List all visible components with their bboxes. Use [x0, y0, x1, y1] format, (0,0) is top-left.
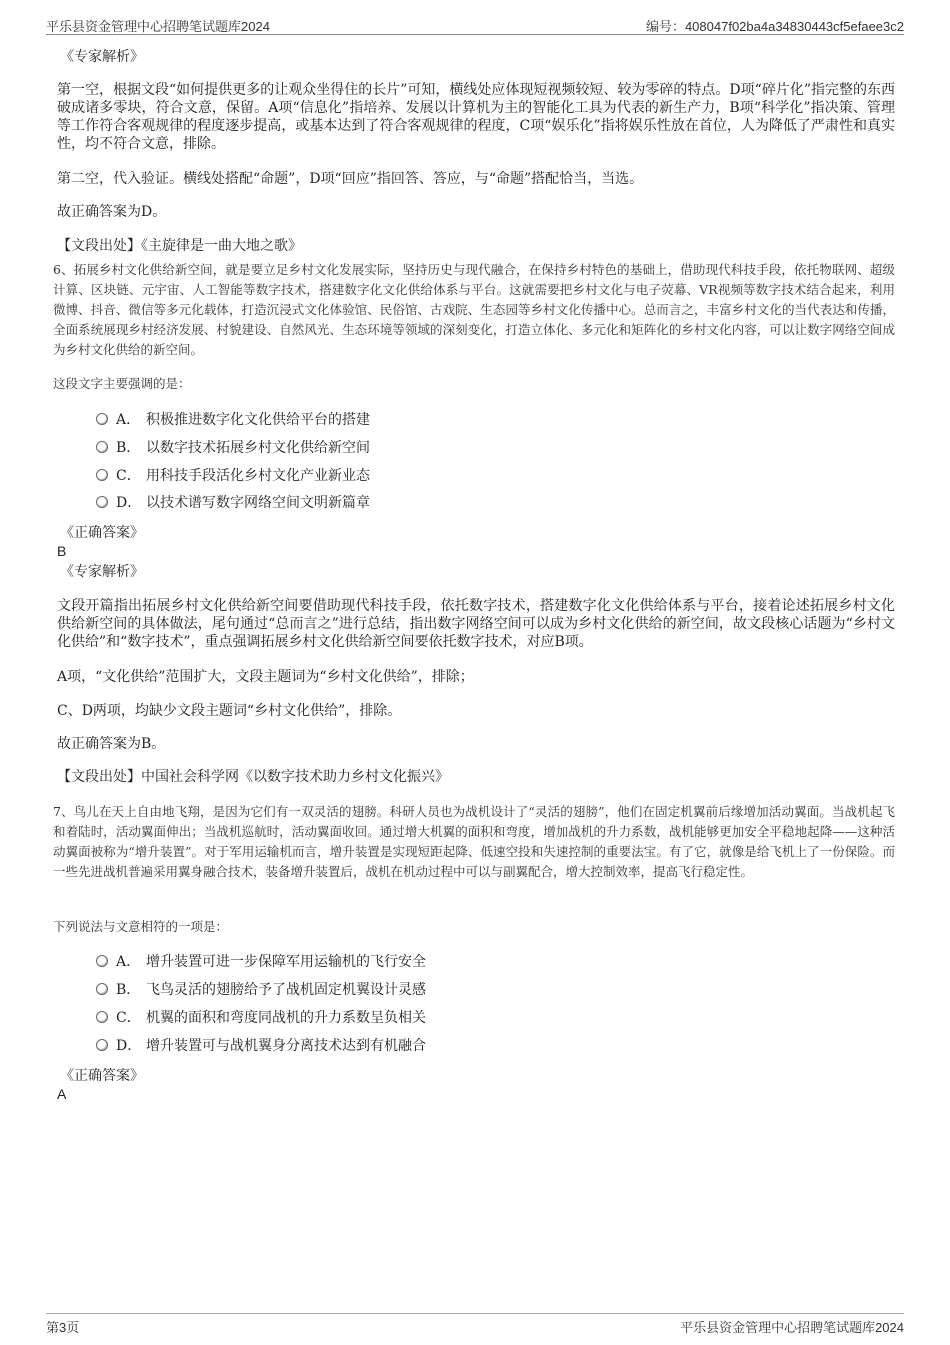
correct-answer-label: 《正确答案》 — [60, 525, 144, 541]
radio-icon[interactable] — [96, 413, 108, 425]
analysis-paragraph: 第一空，根据文段“如何提供更多的让观众坐得住的长片”可知，横线处应体现短视频较短、较为零碎的特点。D项“碎片化”指完整的东西破成诸多零块，符合文意，保留。A项“信息化”指培养、发展以计算机为主的智能化工具为代表的新生产力，B项“科学化”指决策、管理等工作符合客观规律的程度逐步提高，或基本达到了符合客观规律的程度，C项“娱乐化”指将娱乐性放在首位，人为降低了严肃性和真实性，均不符合文意，排除。 — [57, 82, 895, 152]
question-7-prompt: 下列说法与文意相符的一项是： — [53, 919, 229, 934]
analysis-conclusion: 故正确答案为D。 — [57, 204, 167, 220]
correct-answer-value: A — [57, 1086, 67, 1102]
passage-source: 【文段出处】《主旋律是一曲大地之歌》 — [57, 238, 302, 254]
question-7-text: 7、鸟儿在天上自由地飞翔，是因为它们有一双灵活的翅膀。科研人员也为战机设计了“灵活的翅膀”，他们在固定机翼前后缘增加活动翼面。当战机起飞和着陆时，活动翼面伸出；当战机巡航时，活动翼面收回。通过增大机翼的面积和弯度，增加战机的升力系数，战机能够更加安全平稳地起降——这种活动翼面被称为“增升装置”。对于军用运输机而言，增升装置是实现短距起降、低速空投和失速控制的重要法宝。有了它，就像是给飞机上了一份保险。而一些先进战机普遍采用翼身融合技术，装备增升装置后，战机在机动过程中可以与副翼配合，增大控制效率，提高飞行稳定性。 — [53, 804, 895, 879]
q7-option-b[interactable]: B． 飞鸟灵活的翅膀给予了战机固定机翼设计灵感 — [96, 980, 426, 1000]
analysis-paragraph: C、D两项，均缺少文段主题词“乡村文化供给”，排除。 — [57, 703, 402, 719]
q6-option-a[interactable]: A． 积极推进数字化文化供给平台的搭建 — [96, 410, 370, 430]
radio-icon[interactable] — [96, 983, 108, 995]
question-6-prompt: 这段文字主要强调的是： — [53, 376, 191, 391]
header-title: 平乐县资金管理中心招聘笔试题库2024 — [46, 19, 270, 34]
analysis-conclusion: 故正确答案为B。 — [57, 736, 166, 752]
q6-option-d[interactable]: D． 以技术谱写数字网络空间文明新篇章 — [96, 493, 370, 513]
radio-icon[interactable] — [96, 441, 108, 453]
analysis-paragraph: A项，“文化供给”范围扩大，文段主题词为“乡村文化供给”，排除； — [57, 669, 474, 685]
q7-option-c[interactable]: C． 机翼的面积和弯度同战机的升力系数呈负相关 — [96, 1008, 426, 1028]
q7-option-d[interactable]: D． 增升装置可与战机翼身分离技术达到有机融合 — [96, 1036, 426, 1056]
expert-analysis-label: 《专家解析》 — [60, 564, 144, 580]
footer-title: 平乐县资金管理中心招聘笔试题库2024 — [680, 1320, 904, 1335]
question-6-text: 6、拓展乡村文化供给新空间，就是要立足乡村文化发展实际，坚持历史与现代融合，在保持乡村特色的基础上，借助现代科技手段，依托物联网、超级计算、区块链、元宇宙、人工智能等数字技术，搭建数字化文化供给体系与平台。这就需要把乡村文化与电子荧幕、VR视频等数字技术结合起来，利用微博、抖音、微信等多元化载体，打造沉浸式文化体验馆、民俗馆、古戏院、生态园等乡村文化传播中心。总而言之，丰富乡村文化的当代表达和传播，全面系统展现乡村经济发展、村貌建设、自然风光、生态环境等领域的深刻变化，打造立体化、多元化和矩阵化的乡村文化内容，可以让数字网络空间成为乡村文化供给的新空间。 — [53, 262, 895, 357]
correct-answer-value: B — [57, 543, 67, 559]
page-number: 第3页 — [46, 1320, 80, 1335]
analysis-paragraph: 第二空，代入验证。横线处搭配“命题”，D项“回应”指回答、答应，与“命题”搭配恰当，当选。 — [57, 171, 644, 187]
q6-option-b[interactable]: B． 以数字技术拓展乡村文化供给新空间 — [96, 438, 370, 458]
header-doc-id: 编号：408047f02ba4a34830443cf5efaee3c2 — [645, 19, 904, 34]
radio-icon[interactable] — [96, 955, 108, 967]
passage-source: 【文段出处】中国社会科学网《以数字技术助力乡村文化振兴》 — [57, 769, 449, 785]
page-footer — [46, 1313, 904, 1334]
radio-icon[interactable] — [96, 1039, 108, 1051]
radio-icon[interactable] — [96, 1011, 108, 1023]
radio-icon[interactable] — [96, 469, 108, 481]
radio-icon[interactable] — [96, 496, 108, 508]
analysis-paragraph: 文段开篇指出拓展乡村文化供给新空间要借助现代科技手段，依托数字技术，搭建数字化文化供给体系与平台，接着论述拓展乡村文化供给新空间的具体做法，尾句通过“总而言之”进行总结，指出数字网络空间可以成为乡村文化供给的新空间，故文段核心话题为“乡村文化供给”和“数字技术”，重点强调拓展乡村文化供给新空间要依托数字技术，对应B项。 — [57, 598, 895, 650]
q7-option-a[interactable]: A． 增升装置可进一步保障军用运输机的飞行安全 — [96, 952, 426, 972]
page-header — [46, 14, 904, 35]
expert-analysis-label: 《专家解析》 — [60, 49, 144, 65]
correct-answer-label: 《正确答案》 — [60, 1068, 144, 1084]
q6-option-c[interactable]: C． 用科技手段活化乡村文化产业新业态 — [96, 466, 370, 486]
